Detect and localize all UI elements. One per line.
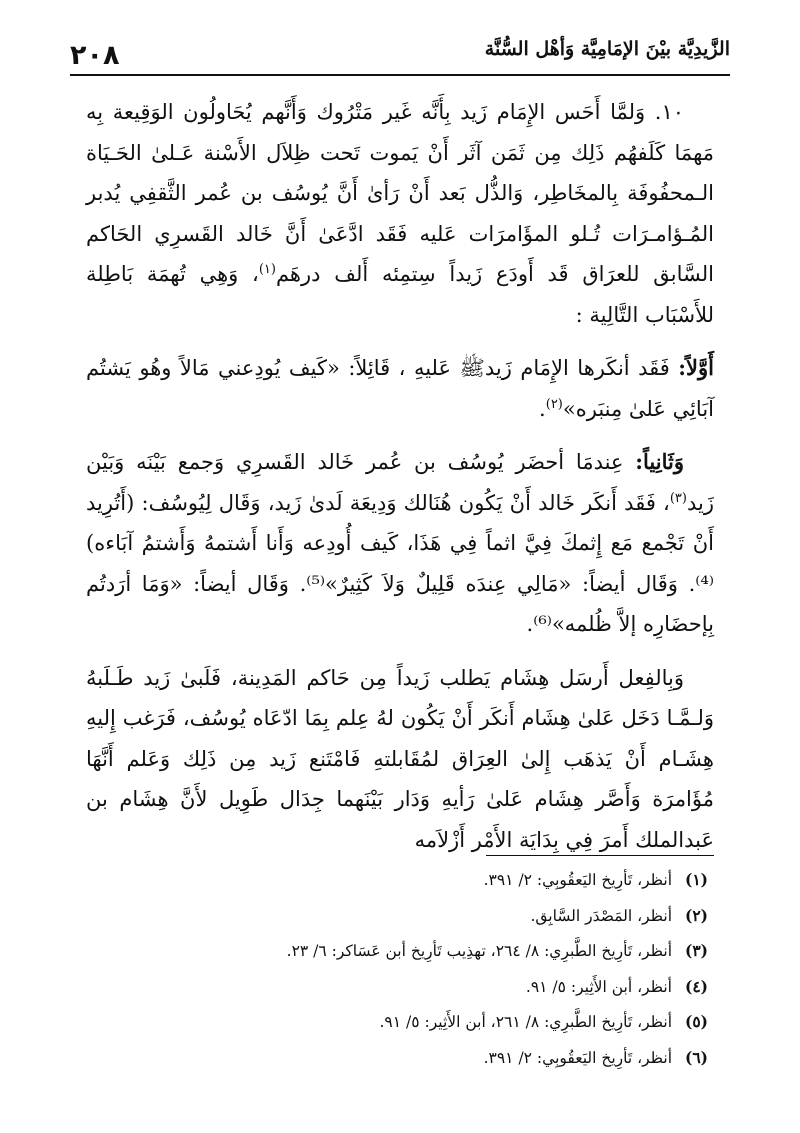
footnote-text: أنظر، أبن الأَثِير: ٥/ ٩١. bbox=[525, 977, 672, 996]
footnote-text: أنظر، المَصْدَر السَّابِق. bbox=[530, 906, 672, 925]
running-header bbox=[70, 38, 730, 80]
paragraph-first bbox=[86, 348, 714, 429]
paragraph-second bbox=[86, 442, 714, 645]
paragraph-10 bbox=[86, 92, 714, 335]
paragraph-tail: . bbox=[539, 396, 546, 421]
footnote-number: (١) bbox=[684, 870, 708, 889]
book-title: الزَّيدِيَّة بيْنَ الإمَامِيَّة وَأهْل السُّنَّة bbox=[484, 38, 730, 60]
footnote-item bbox=[86, 1012, 708, 1048]
paragraph-text: وَبِالفِعل أَرسَل هِشَام يَطلب زَيداً مِن حَاكم المَدِينة، فَلَبىٰ زَيد طَـلَبهُ وَلـمَّـا دَخَل عَلىٰ هِشَام أَنكَر أَنْ يَكُون لهُ عِلم بِمَا ادّعَاه يُوسُف، فَرَغب إِليهِ هِشَـام أَنْ يَذهَب إِلىٰ العِرَاق لمُقَابلتهِ فَامْتَنع زَيد مِن ذَلِك وَعَلم أَنَّهَا مُؤَامرَة وَأَصَّر هِشَام عَلىٰ رَأيهِ وَدَار بَيْنَهما جِدَال طَوِيل لأَنَّ هِشَام بن عَبدالملك أَمرَ فِي بِدَايَة الأَمْر أَزْلاَمه bbox=[86, 665, 714, 852]
paragraph-text: فَقَد أنكَرها الإِمَام زَيدﷺ عَليهِ ، قَائِلاً: «كَيف يُودِعني مَالاً وهُو يَشتُم آبَائِي عَلىٰ مِنبَره» bbox=[86, 356, 714, 421]
footnotes-list bbox=[86, 870, 708, 1083]
paragraph-text: عِندمَا أحضَر يُوسُف بن عُمر خَالد القَسرِي وَجمع بَيْنَه وَبَيْن زَيد bbox=[86, 450, 714, 515]
footnote-item bbox=[86, 906, 708, 942]
main-text bbox=[86, 92, 714, 873]
footnote-text: أنظر، تَأرِيخ الطَّبرِي: ٨/ ٢٦٤، تهذِيب تَأرِيخ أبن عَسَاكر: ٦/ ٢٣. bbox=[286, 942, 672, 960]
footnote-text: أنظر، تَأرِيخ اليَعقُوبِي: ٢/ ٣٩١. bbox=[483, 871, 672, 889]
paragraph-hisham bbox=[86, 658, 714, 861]
footnote-item bbox=[86, 977, 708, 1013]
footnote-number: (٣) bbox=[684, 941, 708, 960]
paragraph-lead: وَثَانِياً: bbox=[635, 449, 684, 474]
footnote-number: (٥) bbox=[684, 1012, 708, 1031]
footnote-text: أنظر، تَأرِيخ اليَعقُوبِي: ٢/ ٣٩١. bbox=[483, 1048, 672, 1067]
footnote-ref[interactable]: (٢) bbox=[545, 396, 563, 412]
paragraph-tail: ، فَقَد أَنكَر خَالد أَنْ يَكُون هُنَالك وَدِيعَة لَدىٰ زَيد، وَقَال لِيُوسُف: (أَتُرِيد أَنْ تَجْمع مَع إِثمكَ فِيَّ اثماً فِي هَذَا، كَيف أُودِعه وَأَنا أَشتمهُ وَأَشتمُ آبَاءه)⁽⁴⁾. وَقَال أيضاً: «مَالِي عِندَه قَلِيلٌ وَلاَ كَثِيرٌ»⁽⁵⁾. وَقَال أيضاً: «وَمَا أرَدتُم بِإحضَارِه إلاَّ ظُلمه»⁽⁶⁾. bbox=[86, 490, 714, 636]
paragraph-text: ١٠. وَلمَّا أَحَس الإِمَام زَيد بِأَنَّه غَير مَتْرُوك وَأَنَّهم يُحَاولُون الوَقِيعة بِه مَهمَا كَلَفهُم ذَلِك مِن ثَمَن آثَر أَنْ يَموت تَحت ظِلاَل الأَسْنة عَـلىٰ الحَـيَاة الـمحفُوفَة بِالمخَاطِر، وَالذُّل بَعد أَنْ رَأىٰ أَنَّ يُوسُف بن عُمر الثَّقفِي يُدبر المُـؤامـرَات تُـلو المؤَامرَات عَليه فَقَد ادَّعَىٰ أَنَّ خَالد القَسرِي الحَاكم السَّابق للعرَاق قَد أَودَع زَيداً سِتمِئه أَلف درهَم bbox=[86, 100, 714, 286]
paragraph-tail: ، وَهِي تُهمَة بَاطِلة للأَسْبَاب التَّالِية : bbox=[86, 262, 714, 327]
footnote-number: (٦) bbox=[684, 1047, 708, 1067]
footnote-ref[interactable]: (١) bbox=[258, 262, 276, 277]
footnote-item bbox=[86, 870, 708, 906]
footnote-item bbox=[86, 941, 708, 977]
footnote-text: أنظر، تَأرِيخ الطَّبرِي: ٨/ ٢٦١، أبن الأَثِير: ٥/ ٩١. bbox=[379, 1013, 672, 1031]
footnote-separator bbox=[486, 855, 714, 856]
page-number: ٢٠٨ bbox=[70, 40, 120, 71]
paragraph-lead: أَوَّلاً: bbox=[678, 355, 714, 380]
header-rule bbox=[70, 74, 730, 76]
footnote-item bbox=[86, 1048, 708, 1084]
footnote-ref[interactable]: (٣) bbox=[669, 490, 687, 506]
footnote-number: (٤) bbox=[684, 976, 708, 996]
footnote-number: (٢) bbox=[684, 905, 708, 925]
